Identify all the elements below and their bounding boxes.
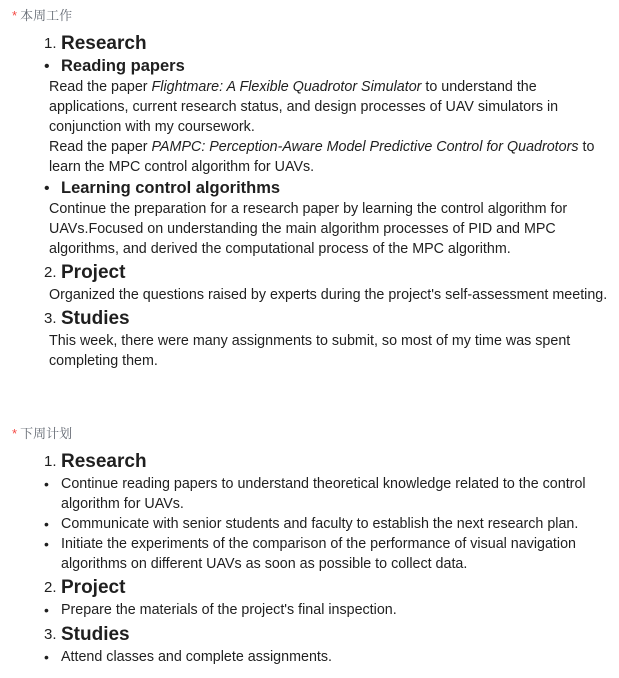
bullet-icon: •: [44, 476, 49, 492]
bullet-icon: •: [44, 602, 49, 618]
next-week-content[interactable]: [0, 450, 619, 667]
list-item: • Communicate with senior students and faculty to establish the next research plan.: [44, 516, 579, 532]
this-week-content[interactable]: [0, 32, 619, 371]
next-week-label: * 下周计划: [12, 426, 73, 441]
project-text: Organized the questions raised by experts during the project's self-assessment meeting.: [49, 287, 608, 303]
heading-project: 2. Project: [44, 262, 126, 283]
bullet-icon: •: [44, 536, 49, 552]
heading-research: 1. Research: [44, 33, 147, 54]
reading-paper-1: Read the paper Flightmare: A Flexible Quadrotor Simulator to understand the applications, current research status, and design processes of UAV simulators in conjunction with my coursework.: [49, 79, 559, 135]
bullet-icon: •: [44, 58, 50, 75]
list-item: • Continue reading papers to understand theoretical knowledge related to the control algorithm for UAVs.: [44, 476, 586, 512]
required-asterisk: *: [12, 426, 18, 441]
this-week-label: * 本周工作: [12, 8, 73, 23]
required-asterisk: *: [12, 8, 18, 23]
list-item: • Initiate the experiments of the comparison of the performance of visual navigation algorithms on different UAVs as soon as possible to collect data.: [44, 536, 576, 572]
control-text: Continue the preparation for a research paper by learning the control algorithm for UAVs.Focused on understanding the main algorithm processes of PID and MPC algorithms, and derived the computational process of the MPC algorithm.: [49, 201, 568, 257]
subheading-control-algorithms: • Learning control algorithms: [44, 179, 281, 197]
subheading-reading-papers: • Reading papers: [44, 57, 185, 75]
list-item: • Prepare the materials of the project's final inspection.: [44, 602, 397, 618]
bullet-icon: •: [44, 180, 50, 197]
heading-studies: 3. Studies: [44, 308, 130, 329]
heading-next-research: 1. Research: [44, 451, 147, 472]
bullet-icon: •: [44, 516, 49, 532]
studies-text: This week, there were many assignments to submit, so most of my time was spent completing them.: [49, 333, 571, 369]
heading-next-project: 2. Project: [44, 577, 126, 598]
heading-next-studies: 3. Studies: [44, 624, 130, 645]
list-item: • Attend classes and complete assignments.: [44, 649, 332, 665]
reading-paper-2: Read the paper PAMPC: Perception-Aware Model Predictive Control for Quadrotors to learn the MPC control algorithm for UAVs.: [49, 139, 595, 175]
bullet-icon: •: [44, 649, 49, 665]
